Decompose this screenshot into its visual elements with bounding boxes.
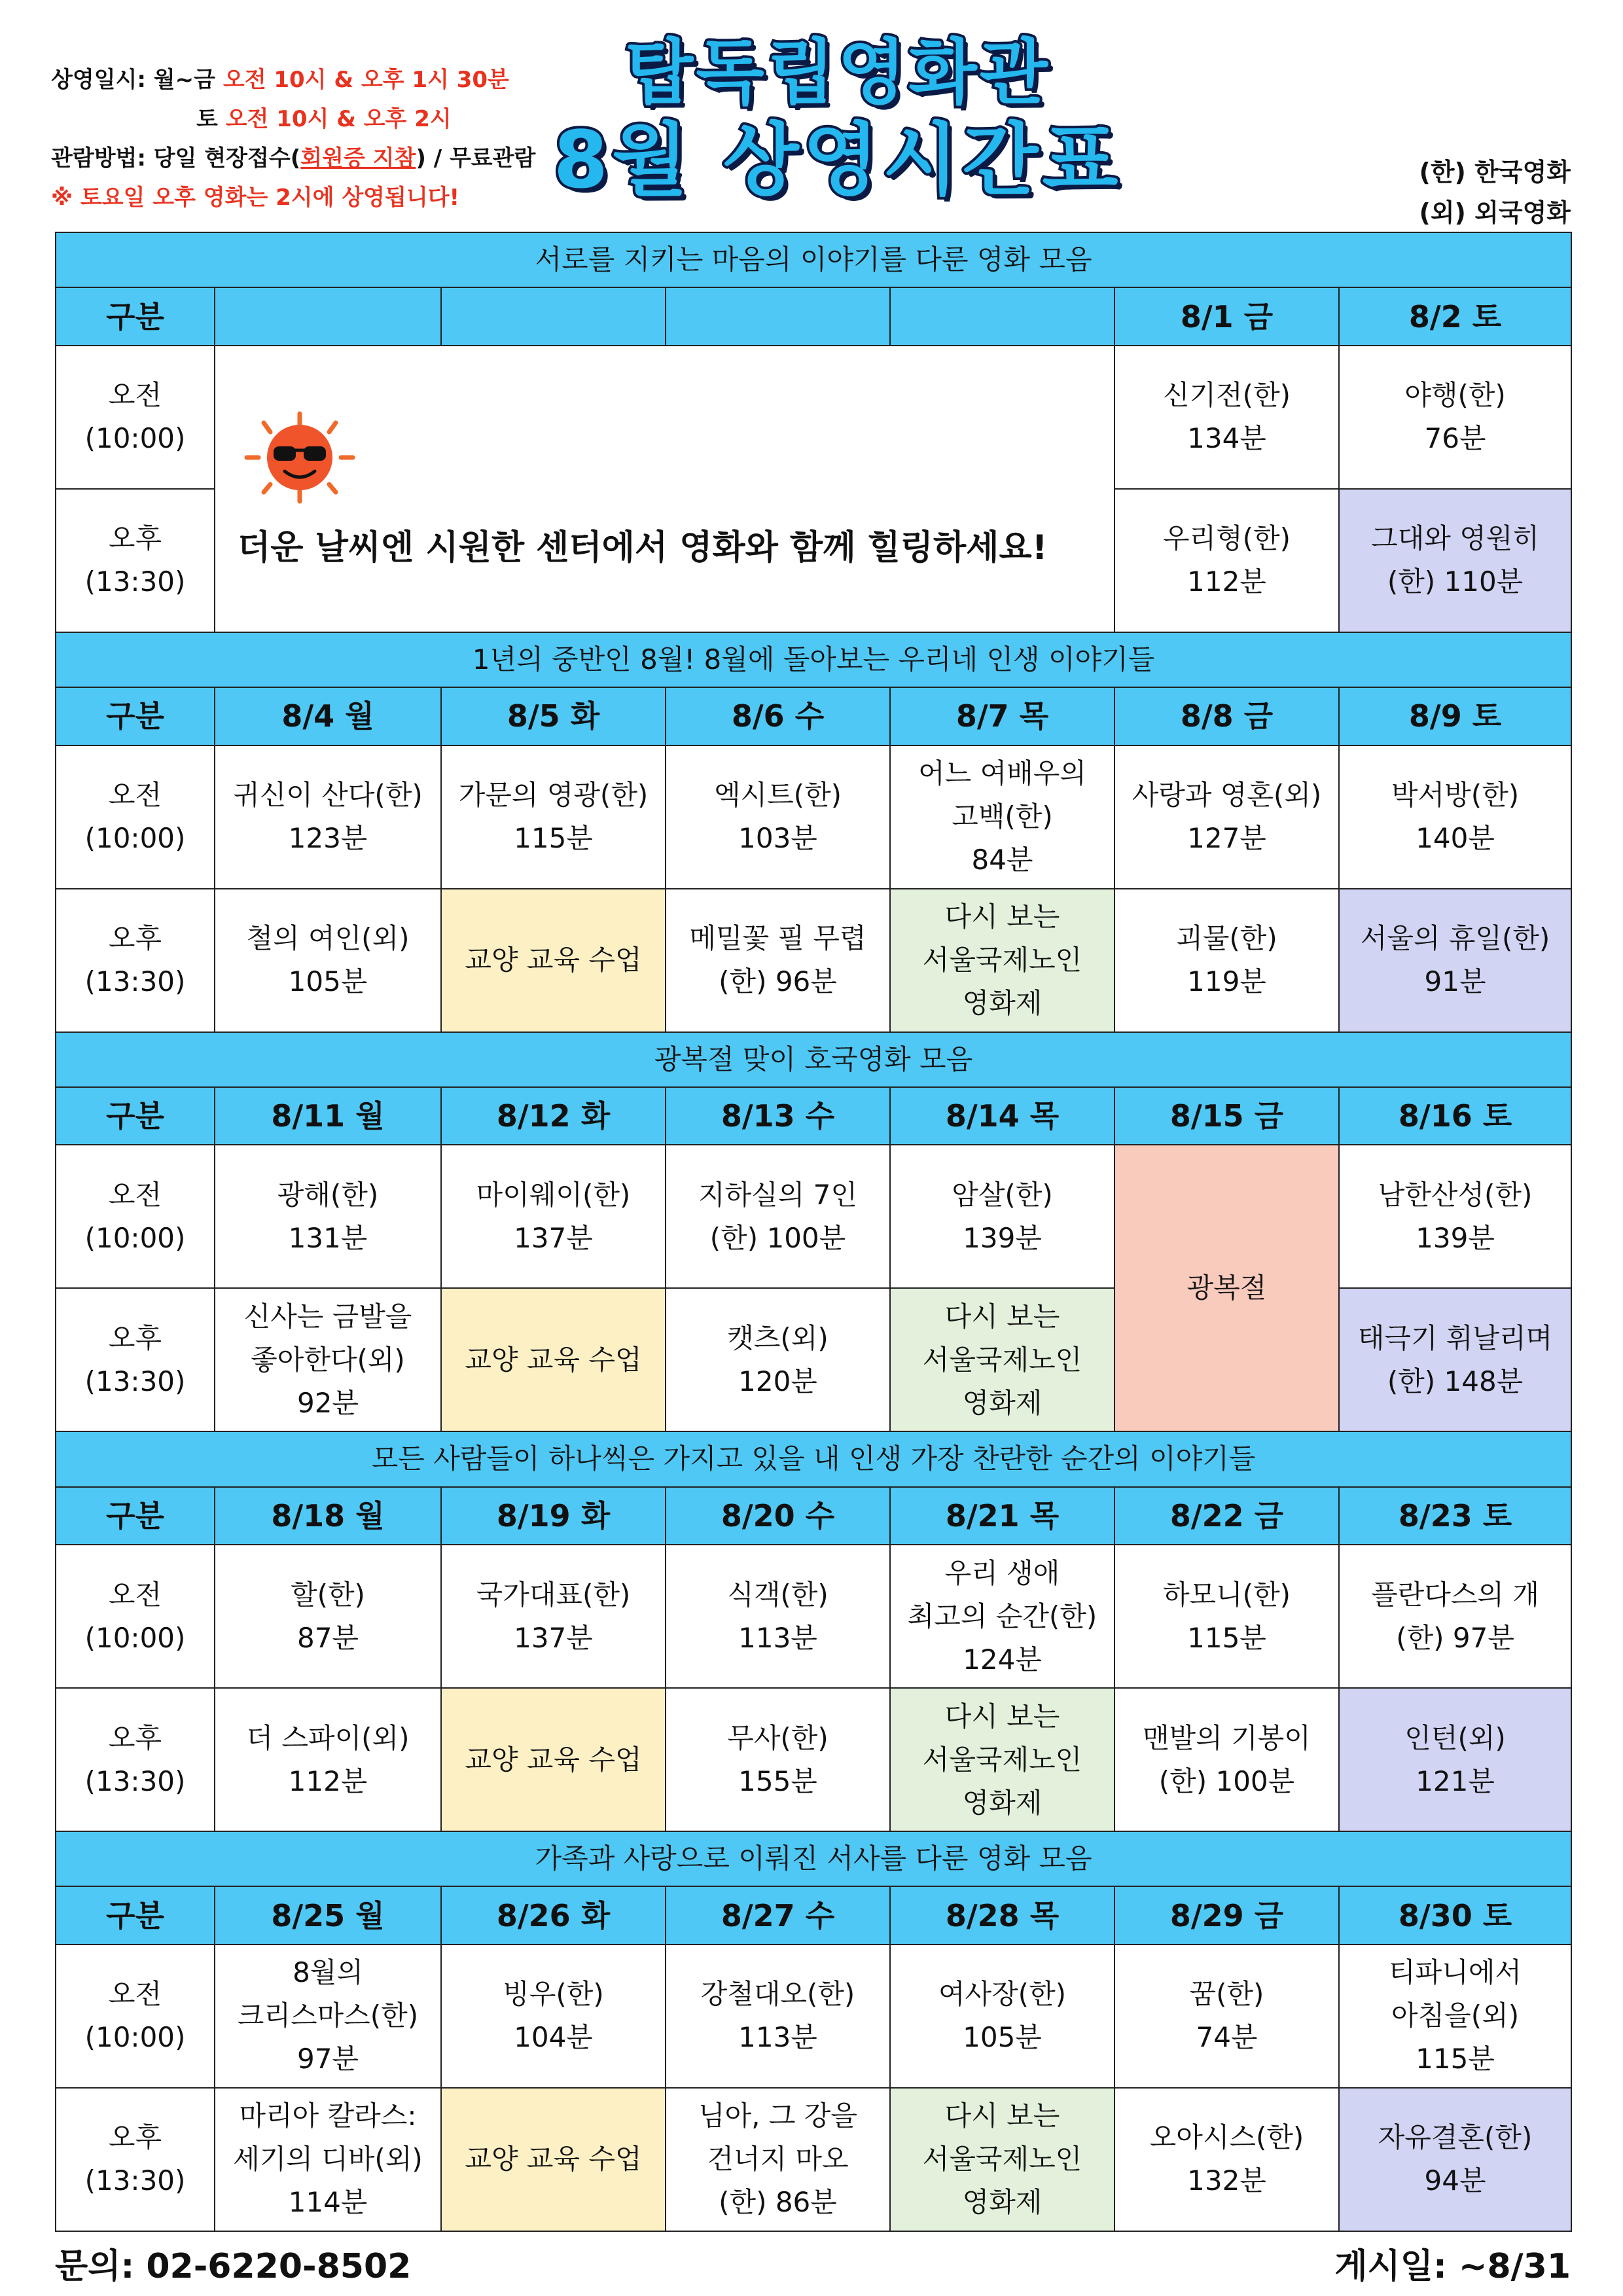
- festival-cell: 다시 보는 서울국제노인 영화제: [890, 1288, 1115, 1431]
- method-label: 관람방법: 당일 현장접수(: [51, 145, 301, 171]
- am-slot-label: 오전 (10:00): [56, 745, 215, 889]
- movie-cell: 철의 여인(외) 105분: [215, 889, 441, 1032]
- movie-cell: 광해(한) 131분: [215, 1145, 441, 1288]
- movie-cell: 여사장(한) 105분: [890, 1945, 1115, 2088]
- day-header: [890, 287, 1115, 345]
- day-header: 8/5 화: [441, 687, 666, 745]
- movie-cell: 괴물(한) 119분: [1115, 889, 1339, 1032]
- week2-banner: 1년의 중반인 8월! 8월에 돌아보는 우리네 인생 이야기들: [56, 632, 1571, 687]
- saturday-pm-cell: 인턴(외) 121분: [1339, 1688, 1571, 1831]
- movie-cell: 꿈(한) 74분: [1115, 1945, 1339, 2088]
- day-header: 8/9 토: [1339, 687, 1571, 745]
- week2-banner-row: [56, 632, 1571, 687]
- weekday-times: 오전 10시 & 오후 1시 30분: [223, 67, 509, 93]
- week2-am-row: [56, 745, 1571, 889]
- header-label: 구분: [56, 687, 215, 745]
- pm-slot-label: 오후 (13:30): [56, 889, 215, 1032]
- day-header: 8/18 월: [215, 1487, 441, 1545]
- saturday-pm-cell: 서울의 휴일(한) 91분: [1339, 889, 1571, 1032]
- movie-cell: 님아, 그 강을 건너지 마오 (한) 86분: [666, 2088, 890, 2231]
- day-header: [441, 287, 666, 345]
- day-header: 8/23 토: [1339, 1487, 1571, 1545]
- week4-pm-row: [56, 1688, 1571, 1831]
- week1-banner: 서로를 지키는 마음의 이야기를 다룬 영화 모음: [56, 232, 1571, 287]
- festival-cell: 다시 보는 서울국제노인 영화제: [890, 1688, 1115, 1831]
- week3-header-row: [56, 1087, 1571, 1145]
- posted-until: 게시일: ~8/31: [1334, 2247, 1571, 2286]
- class-cell: 교양 교육 수업: [441, 2088, 666, 2231]
- am-slot-label: 오전 (10:00): [56, 346, 215, 489]
- saturday-notice: ※ 토요일 오후 영화는 2시에 상영됩니다!: [51, 185, 460, 211]
- movie-cell: 할(한) 87분: [215, 1545, 441, 1688]
- movie-cell: 우리형(한) 112분: [1115, 489, 1339, 632]
- movie-cell: 식객(한) 113분: [666, 1545, 890, 1688]
- class-cell: 교양 교육 수업: [441, 1288, 666, 1431]
- movie-cell: 남한산성(한) 139분: [1339, 1145, 1571, 1288]
- week3-banner-row: [56, 1032, 1571, 1087]
- legend-foreign: (외) 외국영화: [1419, 198, 1571, 227]
- festival-cell: 다시 보는 서울국제노인 영화제: [890, 889, 1115, 1032]
- movie-cell: 빙우(한) 104분: [441, 1945, 666, 2088]
- am-slot-label: 오전 (10:00): [56, 1545, 215, 1688]
- title-line1: 탑독립영화관: [625, 32, 1050, 114]
- day-header: 8/27 수: [666, 1886, 890, 1944]
- movie-cell: 귀신이 산다(한) 123분: [215, 745, 441, 889]
- movie-cell: 우리 생애 최고의 순간(한) 124분: [890, 1545, 1115, 1688]
- class-cell: 교양 교육 수업: [441, 1688, 666, 1831]
- member-card-note: 회원증 지참: [300, 145, 416, 171]
- am-slot-label: 오전 (10:00): [56, 1145, 215, 1288]
- pm-slot-label: 오후 (13:30): [56, 489, 215, 632]
- week3-am-row: [56, 1145, 1571, 1288]
- week3-pm-row: [56, 1288, 1571, 1431]
- header-label: 구분: [56, 1886, 215, 1944]
- festival-cell: 다시 보는 서울국제노인 영화제: [890, 2088, 1115, 2231]
- page-title: [550, 31, 1126, 207]
- week1-am-row: [56, 346, 1571, 489]
- week2-header-row: [56, 687, 1571, 745]
- day-header: 8/1 금: [1115, 287, 1339, 345]
- header-label: 구분: [56, 1087, 215, 1145]
- method-rest: ) / 무료관람: [416, 145, 536, 171]
- day-header: 8/8 금: [1115, 687, 1339, 745]
- legend-korean: (한) 한국영화: [1419, 158, 1571, 187]
- movie-cell: 엑시트(한) 103분: [666, 745, 890, 889]
- movie-cell: 무사(한) 155분: [666, 1688, 890, 1831]
- weekday-schedule: [51, 60, 535, 99]
- day-header: 8/21 목: [890, 1487, 1115, 1545]
- day-header: 8/15 금: [1115, 1087, 1339, 1145]
- header-label: 구분: [56, 1487, 215, 1545]
- day-header: 8/6 수: [666, 687, 890, 745]
- day-header: 8/19 화: [441, 1487, 666, 1545]
- screening-label: 상영일시: 월~금: [51, 67, 215, 93]
- week4-header-row: [56, 1487, 1571, 1545]
- day-header: 8/25 월: [215, 1886, 441, 1944]
- legend: [1419, 152, 1571, 233]
- day-header: 8/7 목: [890, 687, 1115, 745]
- day-header: 8/14 목: [890, 1087, 1115, 1145]
- movie-cell: 마이웨이(한) 137분: [441, 1145, 666, 1288]
- promo-message: 더운 날씨엔 시원한 센터에서 영화와 함께 힐링하세요!: [238, 528, 1048, 567]
- am-slot-label: 오전 (10:00): [56, 1945, 215, 2088]
- pm-slot-label: 오후 (13:30): [56, 1288, 215, 1431]
- screening-info: [51, 60, 535, 217]
- day-header: 8/28 목: [890, 1886, 1115, 1944]
- contact-info: 문의: 02-6220-8502: [55, 2247, 412, 2286]
- day-header: 8/29 금: [1115, 1886, 1339, 1944]
- movie-cell: 암살(한) 139분: [890, 1145, 1115, 1288]
- movie-cell: 캣츠(외) 120분: [666, 1288, 890, 1431]
- week5-header-row: [56, 1886, 1571, 1944]
- week1-banner-row: [56, 232, 1571, 287]
- day-header: 8/11 월: [215, 1087, 441, 1145]
- movie-cell: 맨발의 기봉이 (한) 100분: [1115, 1688, 1339, 1831]
- week3-banner: 광복절 맞이 호국영화 모음: [56, 1032, 1571, 1087]
- movie-cell: 티파니에서 아침을(외) 115분: [1339, 1945, 1571, 2088]
- schedule-table: [55, 232, 1572, 2232]
- week5-banner: 가족과 사랑으로 이뤄진 서사를 다룬 영화 모음: [56, 1831, 1571, 1886]
- movie-cell: 신기전(한) 134분: [1115, 346, 1339, 489]
- movie-cell: 어느 여배우의 고백(한) 84분: [890, 745, 1115, 889]
- class-cell: 교양 교육 수업: [441, 889, 666, 1032]
- movie-cell: 사랑과 영혼(외) 127분: [1115, 745, 1339, 889]
- movie-cell: 신사는 금발을 좋아한다(외) 92분: [215, 1288, 441, 1431]
- day-header: 8/30 토: [1339, 1886, 1571, 1944]
- week2-pm-row: [56, 889, 1571, 1032]
- day-header: [666, 287, 890, 345]
- day-header: 8/2 토: [1339, 287, 1571, 345]
- saturday-label: 토: [196, 106, 218, 132]
- pm-slot-label: 오후 (13:30): [56, 2088, 215, 2231]
- movie-cell: 8월의 크리스마스(한) 97분: [215, 1945, 441, 2088]
- movie-cell: 더 스파이(외) 112분: [215, 1688, 441, 1831]
- week4-banner-row: [56, 1431, 1571, 1486]
- movie-cell: 가문의 영광(한) 115분: [441, 745, 666, 889]
- week5-am-row: [56, 1945, 1571, 2088]
- movie-cell: 강철대오(한) 113분: [666, 1945, 890, 2088]
- day-header: 8/22 금: [1115, 1487, 1339, 1545]
- saturday-schedule: [51, 99, 535, 139]
- saturday-pm-cell: 그대와 영원히 (한) 110분: [1339, 489, 1571, 632]
- movie-cell: 마리아 칼라스: 세기의 디바(외) 114분: [215, 2088, 441, 2231]
- day-header: 8/26 화: [441, 1886, 666, 1944]
- movie-cell: 야행(한) 76분: [1339, 346, 1571, 489]
- day-header: 8/13 수: [666, 1087, 890, 1145]
- viewing-method: [51, 139, 535, 178]
- sun-with-sunglasses-icon: [238, 408, 368, 520]
- movie-cell: 국가대표(한) 137분: [441, 1545, 666, 1688]
- week4-banner: 모든 사람들이 하나씩은 가지고 있을 내 인생 가장 찬란한 순간의 이야기들: [56, 1431, 1571, 1486]
- day-header: [215, 287, 441, 345]
- day-header: 8/4 월: [215, 687, 441, 745]
- saturday-times: 오전 10시 & 오후 2시: [225, 106, 452, 132]
- movie-cell: 지하실의 7인 (한) 100분: [666, 1145, 890, 1288]
- movie-cell: 메밀꽃 필 무렵 (한) 96분: [666, 889, 890, 1032]
- header-label: 구분: [56, 287, 215, 345]
- movie-cell: 하모니(한) 115분: [1115, 1545, 1339, 1688]
- pm-slot-label: 오후 (13:30): [56, 1688, 215, 1831]
- saturday-pm-cell: 태극기 휘날리며 (한) 148분: [1339, 1288, 1571, 1431]
- week5-banner-row: [56, 1831, 1571, 1886]
- day-header: 8/16 토: [1339, 1087, 1571, 1145]
- week5-pm-row: [56, 2088, 1571, 2231]
- movie-cell: 오아시스(한) 132분: [1115, 2088, 1339, 2231]
- title-line2: 8월 상영시간표: [553, 115, 1122, 206]
- promo-cell: [215, 346, 1115, 632]
- holiday-cell: 광복절: [1115, 1145, 1339, 1431]
- movie-cell: 박서방(한) 140분: [1339, 745, 1571, 889]
- saturday-pm-cell: 자유결혼(한) 94분: [1339, 2088, 1571, 2231]
- day-header: 8/20 수: [666, 1487, 890, 1545]
- movie-cell: 플란다스의 개 (한) 97분: [1339, 1545, 1571, 1688]
- day-header: 8/12 화: [441, 1087, 666, 1145]
- week4-am-row: [56, 1545, 1571, 1688]
- week1-header-row: [56, 287, 1571, 345]
